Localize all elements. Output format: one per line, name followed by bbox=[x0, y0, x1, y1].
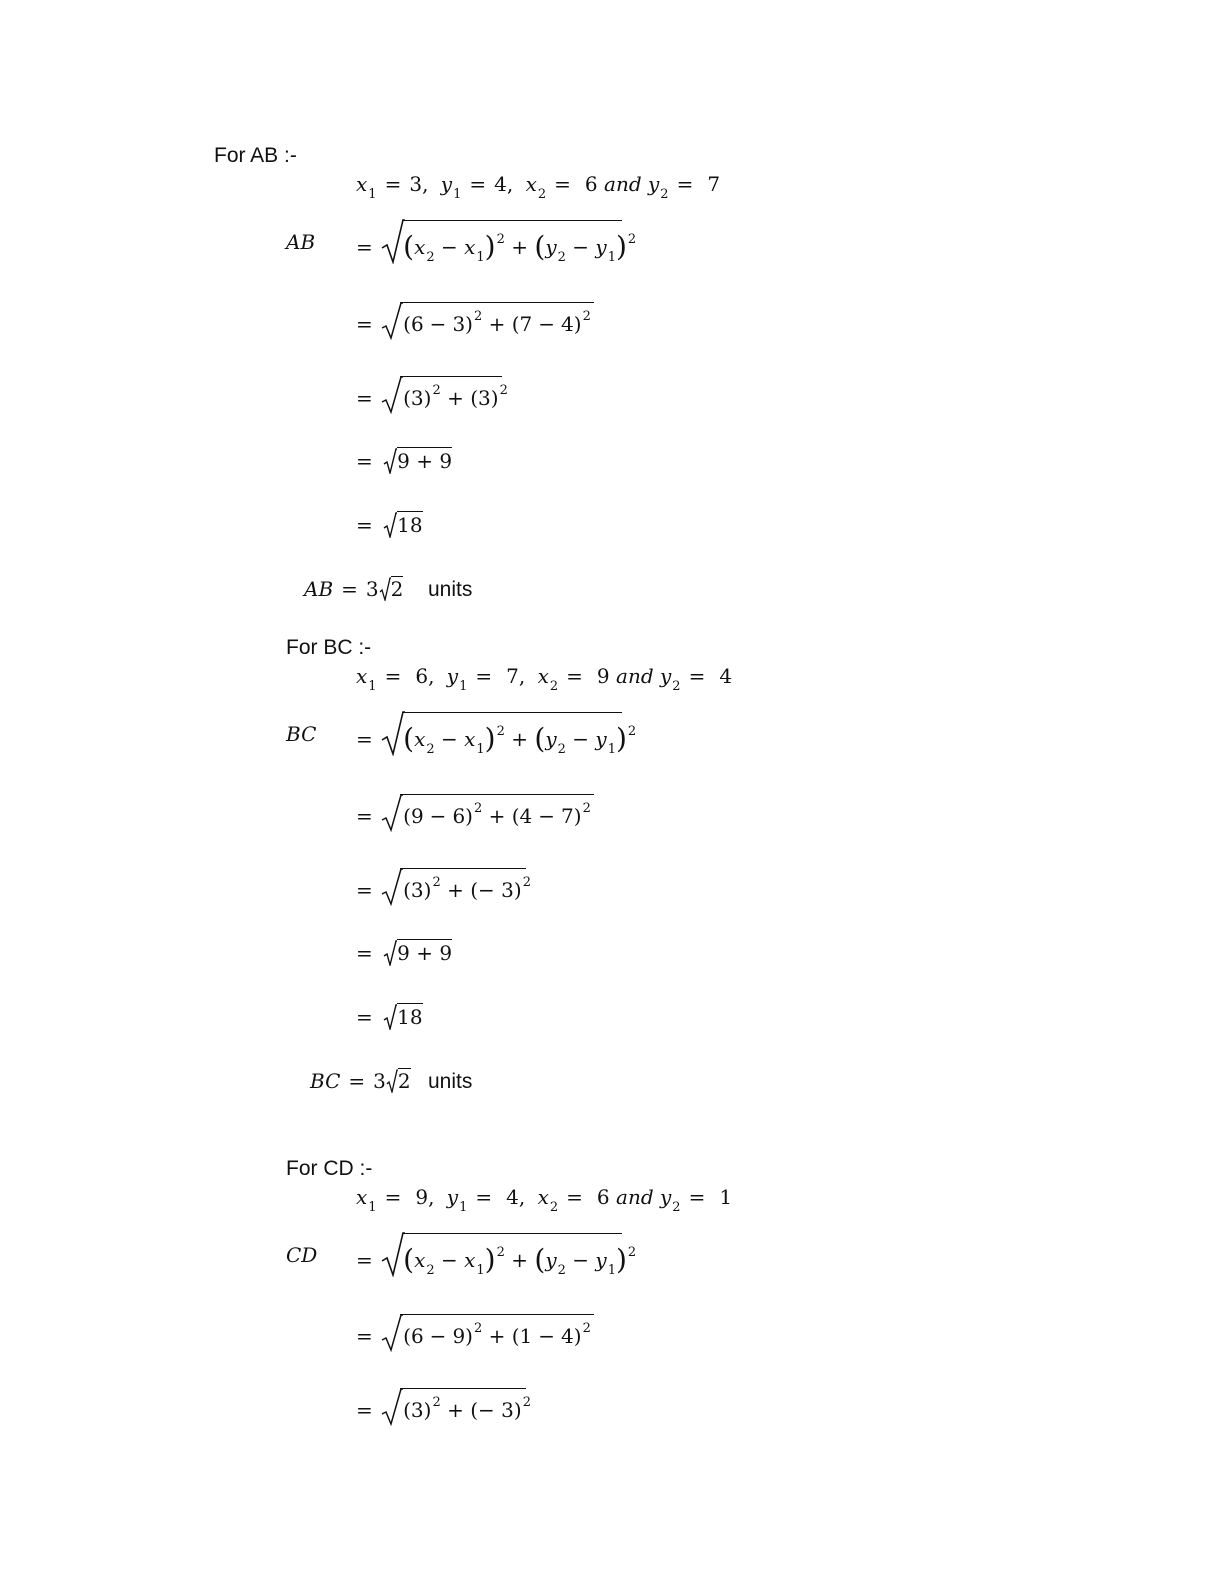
distance-formula-ab: = $(x_2 - x_1)^2 + (y_2 - y_1)^2$ bbox=[356, 218, 636, 264]
sqrt-icon bbox=[381, 868, 403, 906]
sqrt-icon bbox=[381, 218, 405, 264]
substitution-bc: = $(9 - 6)^2 + (4 - 7)^2$ bbox=[356, 794, 591, 834]
sqrt-icon bbox=[381, 794, 403, 832]
segment-name-ab: AB bbox=[286, 230, 316, 254]
sqrt-icon bbox=[383, 448, 397, 474]
squares-ab: = $(3)^2 + (3)^2$ bbox=[356, 376, 508, 416]
sum-bc: = 9 + 9 bbox=[356, 941, 453, 965]
section-heading-ab: For AB :- bbox=[214, 144, 297, 167]
section-heading-bc: For BC :- bbox=[286, 636, 372, 659]
sqrt-icon bbox=[383, 512, 397, 538]
root-bc: = 18 bbox=[356, 1005, 423, 1029]
given-values-cd: $x_1 = 9$, $y_1 = 4$, $x_2 = 6$ and $y_2 = 1$ bbox=[356, 1185, 733, 1215]
segment-name-cd: CD bbox=[286, 1243, 318, 1267]
unit-bc: units bbox=[428, 1070, 473, 1093]
distance-formula-bc: = $(x_2 - x_1)^2 + (y_2 - y_1)^2$ bbox=[356, 710, 636, 756]
squares-bc: = $(3)^2$ + (− 3)$^2$ bbox=[356, 868, 531, 908]
given-values-bc: $x_1 = 6$, $y_1 = 7$, $x_2 = 9$ and $y_2 = 4$ bbox=[356, 664, 733, 694]
unit-ab: units bbox=[428, 578, 473, 601]
sqrt-icon bbox=[381, 1231, 405, 1277]
result-ab: AB = 3 2 bbox=[304, 577, 404, 601]
sqrt-icon bbox=[381, 710, 405, 756]
distance-formula-cd: = $(x_2 - x_1)^2 + (y_2 - y_1)^2$ bbox=[356, 1231, 636, 1277]
substitution-ab: = $(6 - 3)^2 + (7 - 4)^2$ bbox=[356, 302, 591, 342]
sqrt-icon bbox=[381, 1388, 403, 1426]
substitution-cd: = $(6 - 9)^2 + (1 - 4)^2$ bbox=[356, 1314, 591, 1354]
sqrt-icon bbox=[381, 376, 403, 414]
section-heading-cd: For CD :- bbox=[286, 1157, 373, 1180]
given-values-ab: $x_1 = 3$, $y_1 = 4$, $x_2 = 6$ and $y_2 = 7$ bbox=[356, 172, 721, 202]
result-bc: BC = 3 2 bbox=[310, 1069, 411, 1093]
sqrt-icon bbox=[379, 577, 391, 601]
root-ab: = 18 bbox=[356, 513, 423, 537]
sqrt-icon bbox=[381, 1314, 403, 1352]
sqrt-icon bbox=[383, 940, 397, 966]
sqrt-icon bbox=[386, 1069, 398, 1093]
sqrt-icon bbox=[383, 1004, 397, 1030]
squares-cd: = $(3)^2$ + (− 3)$^2$ bbox=[356, 1388, 531, 1428]
segment-name-bc: BC bbox=[286, 722, 317, 746]
sum-ab: = 9 + 9 bbox=[356, 449, 453, 473]
sqrt-icon bbox=[381, 302, 403, 340]
